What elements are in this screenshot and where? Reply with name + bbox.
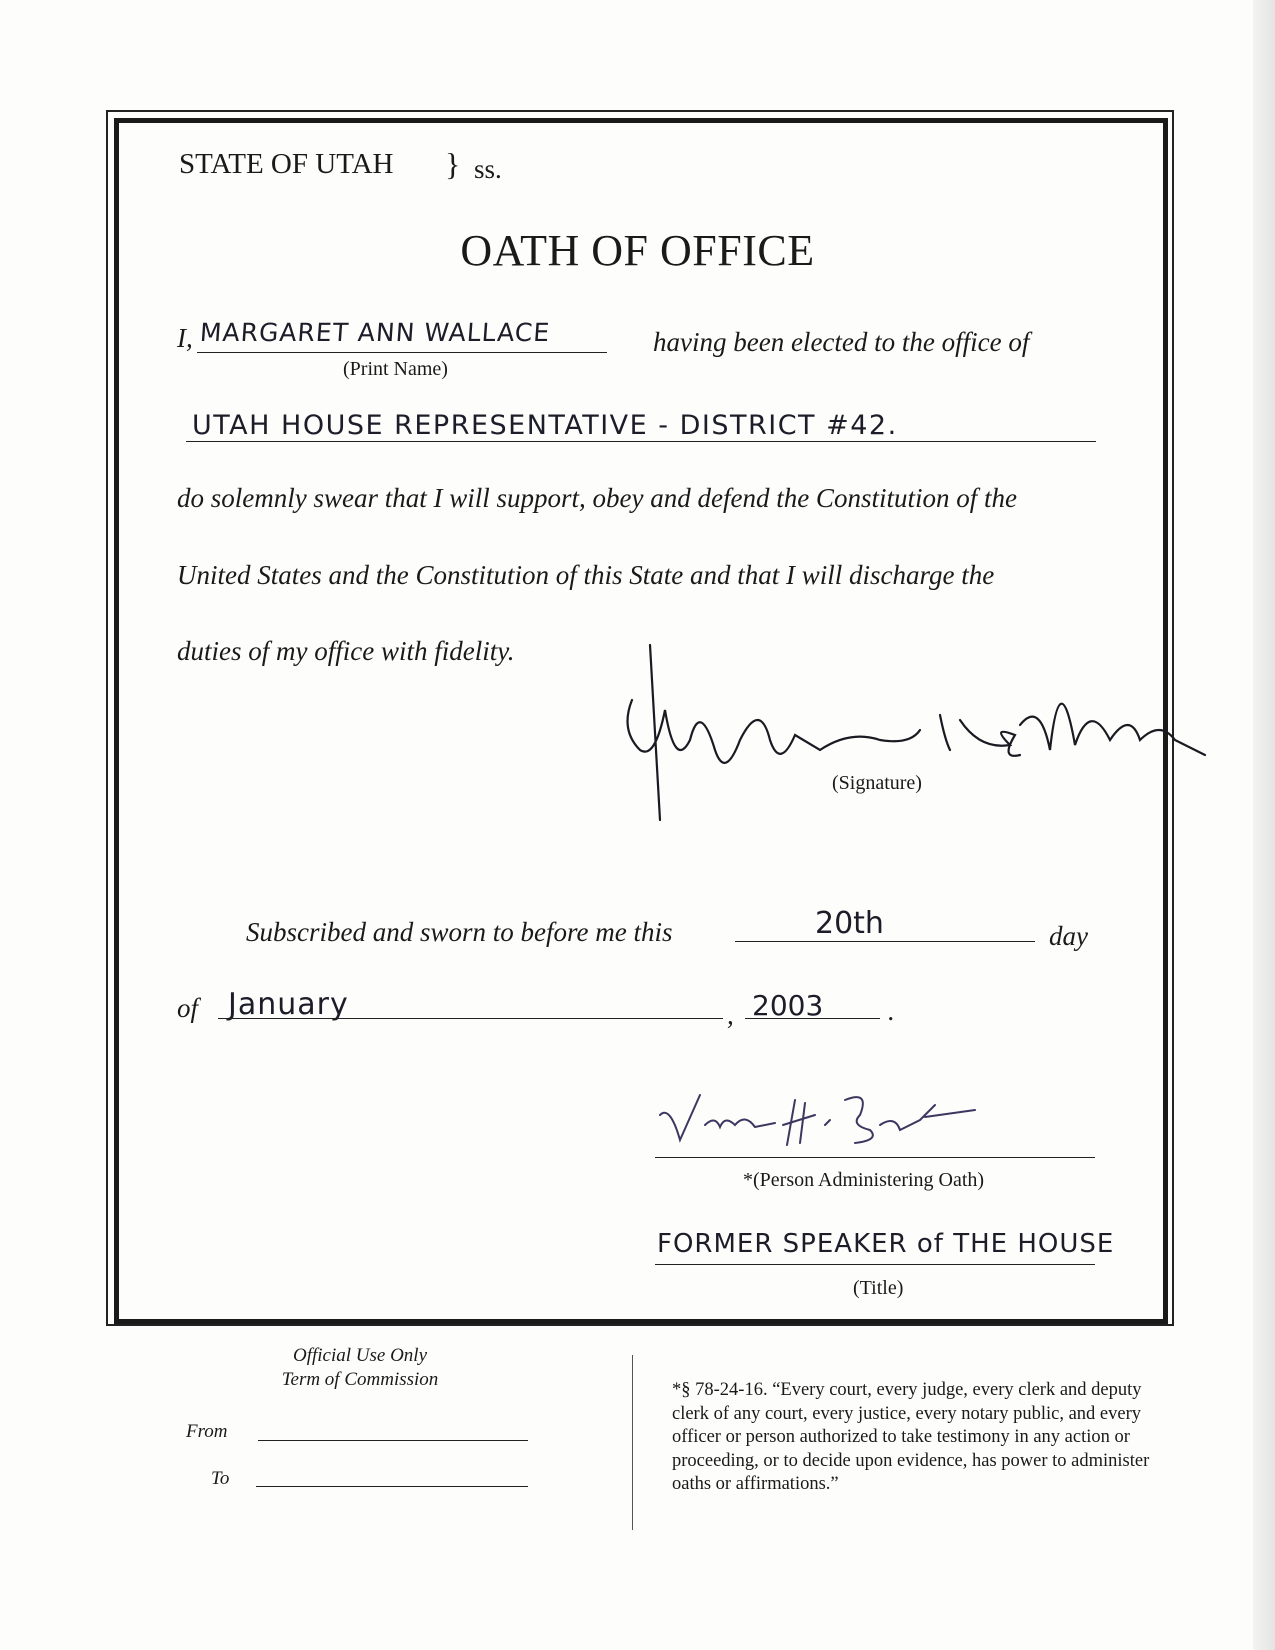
- printed-name-value: MARGARET ANN WALLACE: [198, 318, 552, 347]
- oath-line-3: duties of my office with fidelity.: [177, 636, 515, 666]
- term-of-commission-heading: Term of Commission: [281, 1369, 439, 1390]
- ss-label: ss.: [474, 154, 502, 184]
- to-label: To: [211, 1468, 230, 1489]
- official-use-heading: Official Use Only: [292, 1345, 428, 1366]
- office-value: UTAH HOUSE REPRESENTATIVE - DISTRICT #42.: [192, 410, 898, 441]
- month-line: [218, 1018, 723, 1019]
- day-label: day: [1049, 921, 1088, 951]
- administrator-line: [655, 1157, 1095, 1158]
- administrator-signature: [655, 1085, 1015, 1155]
- oath-prefix: I,: [177, 323, 193, 353]
- day-value: 20th: [815, 906, 884, 941]
- date-period: .: [888, 996, 895, 1026]
- title-line: [655, 1264, 1095, 1265]
- sworn-prefix: Subscribed and sworn to before me this: [246, 917, 673, 947]
- footer-divider: [632, 1355, 633, 1530]
- print-name-line: [197, 352, 607, 353]
- print-name-label: (Print Name): [343, 358, 448, 380]
- oath-line-2: United States and the Constitution of this State and that I will discharge the: [177, 560, 995, 590]
- state-label: STATE OF UTAH: [179, 148, 394, 180]
- oath-line-1: do solemnly swear that I will support, obey and defend the Constitution of the: [177, 483, 1017, 513]
- year-line: [745, 1018, 880, 1019]
- from-label: From: [186, 1421, 228, 1442]
- title-label: (Title): [853, 1277, 904, 1299]
- month-value: January: [228, 987, 349, 1022]
- venue-brace: }: [445, 146, 461, 182]
- elected-text: having been elected to the office of: [653, 327, 1030, 357]
- statute-note: *§ 78-24-16. “Every court, every judge, every clerk and deputy clerk of any court, every justice, every notary public, and every officer or person authorized to take testimony in any action or proceeding, or to decide upon evidence, has power to administer oaths or affirmations.”: [672, 1380, 1150, 1494]
- oath-taker-signature: [620, 640, 1210, 830]
- of-label: of: [177, 993, 199, 1023]
- office-line: [186, 441, 1096, 442]
- administrator-title-value: FORMER SPEAKER of THE HOUSE: [657, 1229, 1115, 1259]
- document-title: OATH OF OFFICE: [460, 226, 815, 275]
- day-line: [735, 941, 1035, 942]
- year-value: 2003: [752, 989, 824, 1022]
- administrator-label: *(Person Administering Oath): [743, 1169, 985, 1191]
- date-comma: ,: [727, 1000, 734, 1030]
- signature-label: (Signature): [832, 772, 922, 794]
- to-line: [256, 1486, 528, 1487]
- from-line: [258, 1440, 528, 1441]
